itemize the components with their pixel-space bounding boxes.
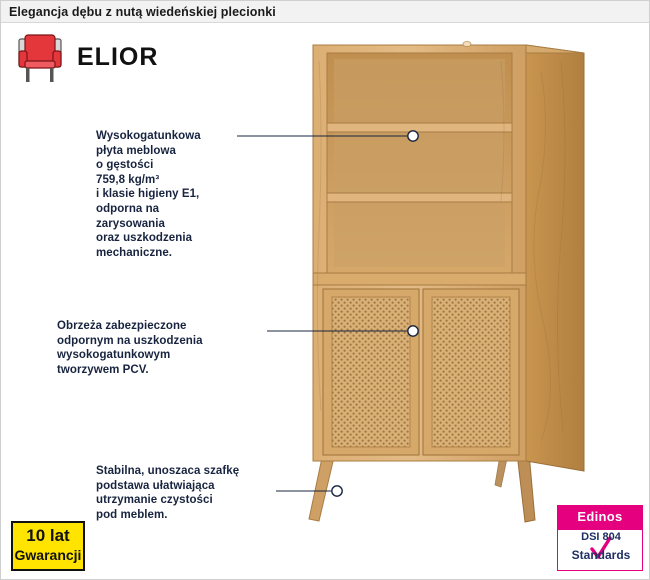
page-title: Elegancja dębu z nutą wiedeńskiej plecionki xyxy=(9,5,276,19)
guarantee-years: 10 lat xyxy=(26,526,70,545)
shelf-board-lower xyxy=(327,193,512,202)
callout-text-edging: Obrzeża zabezpieczone odpornym na uszkodzenia wysokogatunkowym tworzywem PCV. xyxy=(57,320,203,376)
cabinet-legs xyxy=(309,449,535,522)
shelf-board-upper xyxy=(327,123,512,132)
top-hole-detail xyxy=(463,42,471,47)
callout-text-base: Stabilna, unoszaca szafkę podstawa ułatwiająca utrzymanie czystości pod meblem. xyxy=(96,465,240,521)
edinos-brand: Edinos xyxy=(557,505,643,529)
guarantee-label: Gwarancji xyxy=(14,547,82,563)
red-armchair-icon xyxy=(13,31,67,87)
cabinet-body xyxy=(313,45,526,461)
mid-divider xyxy=(313,273,526,285)
callout-dot-2 xyxy=(408,326,418,336)
callout-dots xyxy=(332,131,418,496)
wood-grain xyxy=(317,61,565,441)
cabinet-side-panel xyxy=(526,45,584,471)
brand-name: ELIOR xyxy=(77,43,159,71)
shelf-interior xyxy=(327,53,512,273)
banner-bar xyxy=(1,1,650,23)
edinos-standard-label: Standards xyxy=(571,548,631,562)
edinos-standard-box xyxy=(557,529,643,571)
brand-block xyxy=(13,31,193,89)
cabinet-door-left xyxy=(323,289,419,455)
callout-dot-1 xyxy=(408,131,418,141)
edinos-standard-code: DSI 804 xyxy=(581,531,621,543)
guarantee-badge xyxy=(11,521,85,571)
cabinet-top-panel xyxy=(313,45,584,53)
callout-dot-3 xyxy=(332,486,342,496)
edinos-badge xyxy=(557,505,643,571)
cabinet-door-right xyxy=(423,289,519,455)
callout-text-material: Wysokogatunkowa płyta meblowa o gęstości 759,8 kg/m³ i klasie higieny E1, odporna na zarysowania oraz uszkodzenia mechaniczne. xyxy=(96,130,201,259)
